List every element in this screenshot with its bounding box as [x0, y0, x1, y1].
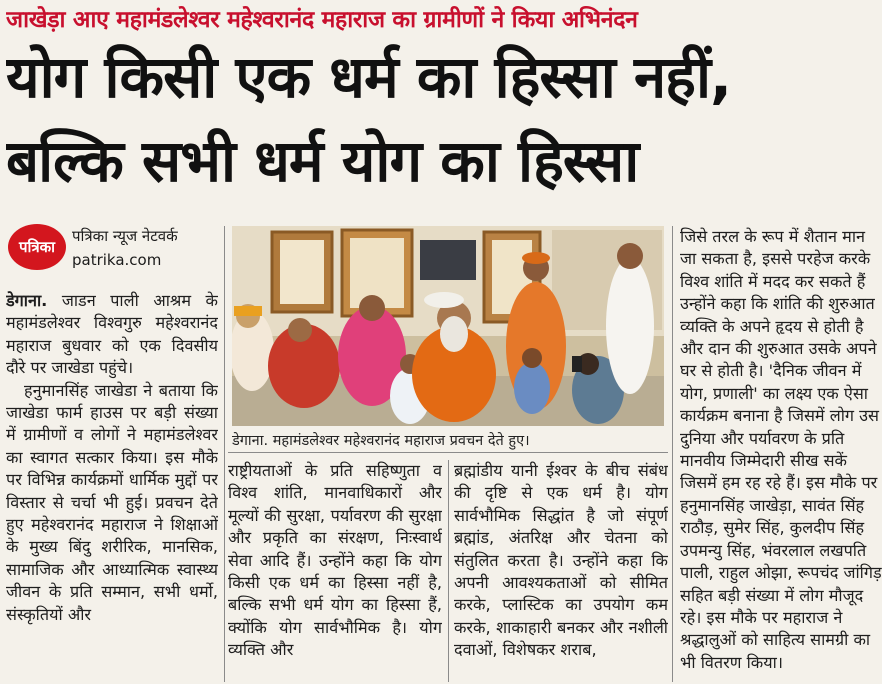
paragraph-1	[6, 290, 218, 380]
article-column-3	[454, 460, 668, 682]
caption-divider	[228, 452, 668, 453]
text-line: दुनिया और पर्यावरण के प्रति	[680, 428, 845, 448]
column-divider	[672, 226, 673, 682]
paragraph-2: हनुमानसिंह जाखेडा ने बताया कि जाखेडा फार्म हाउस पर बड़ी संख्या में ग्रामीणों व लोगों ने महामंडलेश्वर का स्वागत सत्कार किया। इस मौके पर विभिन्न कार्यक्रमों धार्मिक मुद्दों पर विस्तार से चर्चा भी हुई। प्रवचन देते हुए महेश्वरानंद महाराज ने शिक्षाओं के मुख्य बिंदु शरीरिक, मानसिक, सामाजिक और आध्यात्मिक स्वास्थ्य जीवन के प्रति सम्मान, सभी धर्मो, संस्कृतियों और	[6, 380, 218, 624]
photo-caption: डेगाना. महामंडलेश्वर महेश्वरानंद महाराज प्रवचन देते हुए।	[232, 433, 530, 449]
byline	[6, 220, 224, 280]
text-line: जिसे तरल के रूप में शैतान मान	[680, 227, 865, 246]
website-link[interactable]: patrika.com	[72, 251, 162, 269]
text-line: जा सकता है, इससे परहेज करके	[680, 249, 871, 269]
text-line: भी वितरण किया।	[680, 652, 783, 672]
text-line: पाली, राहुल ओझा, रूपचंद जांगिड़	[680, 563, 882, 583]
news-network: पत्रिका न्यूज नेटवर्क	[72, 227, 178, 245]
text-line: राठौड़, सुमेर सिंह, कुलदीप सिंह	[680, 518, 865, 538]
article-column-1	[6, 290, 218, 682]
dateline: डेगाना.	[6, 291, 48, 310]
text-line: योग, प्रणाली' का लक्ष्य एक ऐसा	[680, 383, 868, 403]
paragraph: राष्ट्रीयताओं के प्रति सहिष्णुता व विश्व शांति, मानवाधिकारों और मूल्यों की सुरक्षा, पर्यावरण की सुरक्षा और प्रकृति का संरक्षण, निःस्वार्थ सेवा आदि हैं। उन्होंने कहा कि योग किसी एक धर्म का हिस्सा नहीं है, बल्कि सभी धर्म योग का हिस्सा हैं, क्योंकि योग सार्वभौमिक है। योग व्यक्ति और	[228, 461, 442, 660]
article-column-2	[228, 460, 442, 682]
column-divider	[448, 460, 449, 682]
kicker-headline: जाखेड़ा आए महामंडलेश्वर महेश्वरानंद महाराज का ग्रामीणों ने किया अभिनंदन	[6, 7, 638, 33]
text-line: जिसमें हम रह रहे हैं। इस मौके पर	[680, 473, 878, 493]
text-line: व्यक्ति के अपने हृदय से होती है	[680, 316, 864, 336]
column-divider	[224, 226, 225, 682]
patrika-logo: पत्रिका	[8, 224, 66, 270]
text-line: श्रद्धालुओं को साहित्य सामग्री का	[680, 630, 871, 650]
headline-line-1: योग किसी एक धर्म का हिस्सा नहीं,	[6, 43, 732, 111]
text-line: रहे। इस मौके पर महाराज ने	[680, 607, 843, 627]
text-line: घर से होती है। 'दैनिक जीवन में	[680, 361, 862, 381]
text-line: विश्व शांति में मदद कर सकते हैं	[680, 271, 866, 291]
text-line: हनुमानसिंह जाखेड़ा, सावंत सिंह	[680, 495, 865, 515]
paragraph: ब्रह्मांडीय यानी ईश्वर के बीच संबंध की दृष्टि से एक धर्म है। योग सार्वभौमिक सिद्धांत है जो संपूर्ण ब्रह्मांड, अंतरिक्ष और चेतना को संतुलित करता है। उन्होंने कहा कि अपनी आवश्यकताओं को सीमित करके, प्लास्टिक का उपयोग कम करके, शाकाहारी बनकर और नशीली दवाओं, विशेषकर शराब,	[454, 461, 668, 660]
text-line: कार्यक्रम बनाना है जिसमें लोग उस	[680, 406, 879, 426]
text-line: सहित बड़ी संख्या में लोग मौजूद	[680, 585, 864, 605]
text-line: मानवीय जिम्मेदारी सीख सकें	[680, 451, 847, 471]
paragraph-1-text: जाडन पाली आश्रम के महामंडलेश्वर विश्वगुरु महेश्वरानंद महाराज बुधवार को एक दिवसीय दौरे पर जाखेडा पहुंचे।	[6, 291, 218, 378]
text-line: उन्होंने कहा कि शांति की शुरुआत	[680, 294, 875, 314]
text-line: और दान की शुरुआत उसके अपने	[680, 339, 877, 359]
news-photo	[232, 226, 664, 426]
photo-scene-illustration	[232, 226, 664, 426]
article-column-4	[680, 226, 882, 682]
text-line: उपमन्यु सिंह, भंवरलाल लखपति	[680, 540, 867, 560]
byline-text	[72, 224, 178, 272]
headline-line-2: बल्कि सभी धर्म योग का हिस्सा	[6, 127, 639, 195]
